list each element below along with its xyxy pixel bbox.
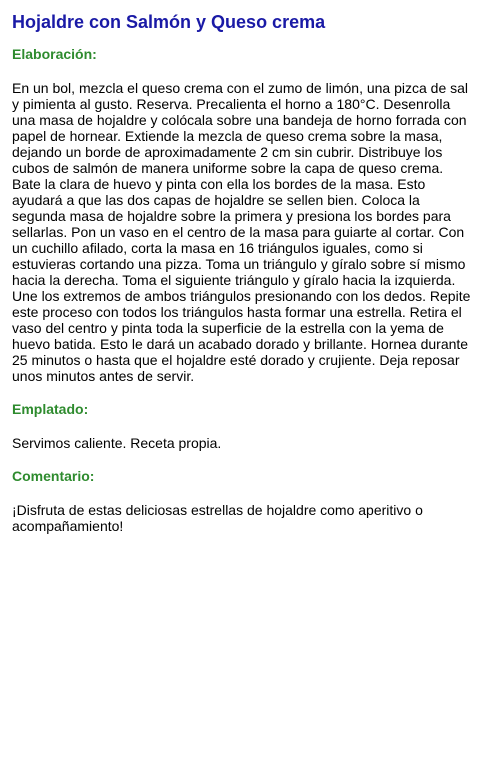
recipe-title: Hojaldre con Salmón y Queso crema [12, 12, 326, 32]
emplatado-heading: Emplatado: [12, 401, 89, 417]
emplatado-text: Servimos caliente. Receta propia. [12, 435, 222, 451]
elaboracion-heading: Elaboración: [12, 46, 97, 62]
comentario-text: ¡Disfruta de estas deliciosas estrellas de hojaldre como aperitivo o acompañamiento! [12, 502, 423, 534]
comentario-heading: Comentario: [12, 468, 95, 484]
elaboracion-text: En un bol, mezcla el queso crema con el zumo de limón, una pizca de sal y pimienta al gusto. Reserva. Precalienta el horno a 180°C. Desenrolla una masa de hojaldre y colócala sobre una bandeja de horno forrada con papel de hornear. Extiende la mezcla de queso crema sobre la masa, dejando un borde de aproximadamente 2 cm sin cubrir. Distribuye los cubos de salmón de manera uniforme sobre la capa de queso crema. Bate la clara de huevo y pinta con ella los bordes de la masa. Esto ayudará a que las dos capas de hojaldre se sellen bien. Coloca la segunda masa de hojaldre sobre la primera y presiona los bordes para sellarlas. Pon un vaso en el centro de la masa para guiarte al cortar. Con un cuchillo afilado, corta la masa en 16 triángulos iguales, como si estuvieras cortando una pizza. Toma un triángulo y gíralo sobre sí mismo hacia la derecha. Toma el siguiente triángulo y gíralo hacia la izquierda. Une los extremos de ambos triángulos presionando con los dedos. Repite este proceso con todos los triángulos hasta formar una estrella. Retira el vaso del centro y pinta toda la superficie de la estrella con la yema de huevo batida. Esto le dará un acabado dorado y brillante. Hornea durante 25 minutos o hasta que el hojaldre esté dorado y crujiente. Deja reposar unos minutos antes de servir. [12, 80, 471, 384]
